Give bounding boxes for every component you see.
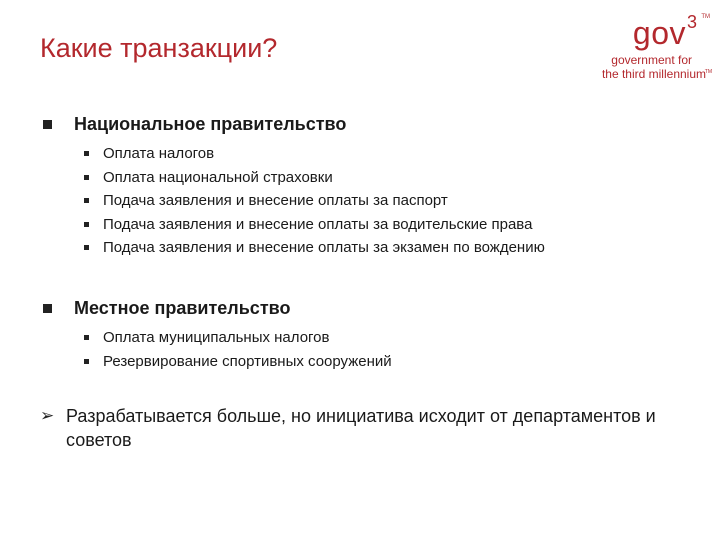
section-national-government	[40, 112, 700, 260]
section-heading-text: Национальное правительство	[74, 113, 347, 134]
list-item	[40, 350, 700, 374]
slide-title: Какие транзакции?	[40, 33, 278, 63]
small-square-bullet-icon	[84, 335, 89, 340]
square-bullet-icon	[43, 304, 52, 313]
logo-tagline-line1: government for	[611, 53, 692, 67]
square-bullet-icon	[43, 120, 52, 129]
list-item-text: Оплата налогов	[103, 145, 215, 163]
sub-list	[40, 142, 700, 260]
note-text: Разрабатывается больше, но инициатива исходит от департаментов и советов	[66, 406, 656, 450]
small-square-bullet-icon	[84, 359, 89, 364]
small-square-bullet-icon	[84, 198, 89, 203]
list-item	[40, 189, 700, 213]
list-item-text: Подача заявления и внесение оплаты за паспорт	[103, 192, 448, 210]
list-item-text: Подача заявления и внесение оплаты за водительские права	[103, 215, 533, 233]
logo-trademark: TM	[701, 14, 710, 20]
section-heading	[40, 296, 700, 320]
arrow-bullet-icon: ➢	[40, 406, 55, 425]
section-heading	[40, 112, 700, 136]
list-item-text: Оплата национальной страховки	[103, 168, 333, 186]
list-item	[40, 326, 700, 350]
list-item-text: Оплата муниципальных налогов	[103, 329, 330, 347]
list-item	[40, 142, 700, 166]
list-item-text: Подача заявления и внесение оплаты за экзамен по вождению	[103, 239, 545, 257]
small-square-bullet-icon	[84, 151, 89, 156]
logo-tagline-line2: the third millennium	[601, 67, 706, 81]
list-item	[40, 213, 700, 237]
logo-trademark-small: TM	[704, 69, 712, 75]
section-heading-text: Местное правительство	[74, 297, 291, 318]
logo-word: gov	[632, 15, 686, 51]
list-item-text: Резервирование спортивных сооружений	[103, 352, 392, 370]
logo-superscript: 3	[686, 12, 697, 32]
small-square-bullet-icon	[84, 175, 89, 180]
note	[40, 404, 680, 452]
list-item	[40, 166, 700, 190]
list-item	[40, 236, 700, 260]
section-local-government	[40, 296, 700, 373]
small-square-bullet-icon	[84, 245, 89, 250]
sub-list	[40, 326, 700, 373]
small-square-bullet-icon	[84, 222, 89, 227]
gov3-logo	[600, 8, 712, 80]
